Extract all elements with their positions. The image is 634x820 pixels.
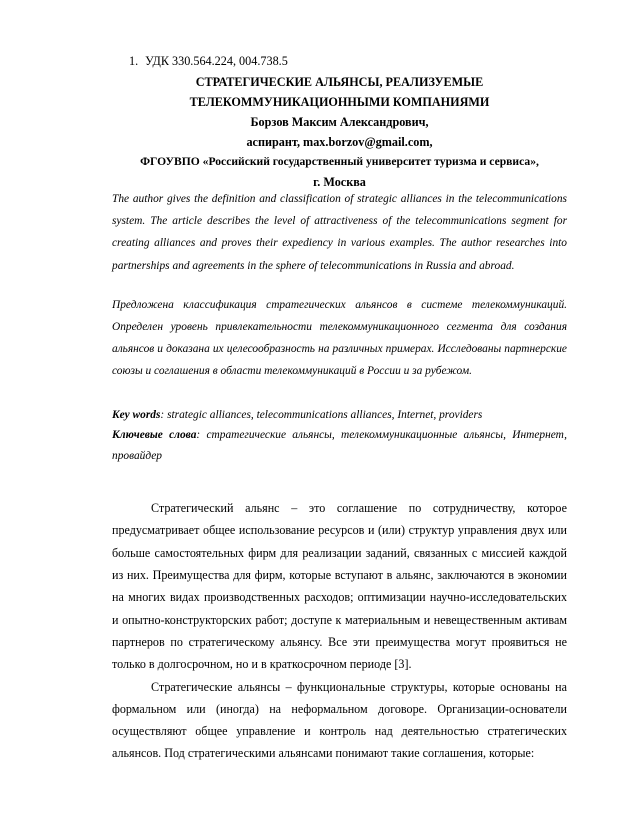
keywords-en-label: Key words	[112, 408, 161, 421]
udk-code: УДК 330.564.224, 004.738.5	[145, 54, 288, 68]
keywords-english	[112, 405, 567, 426]
author-name: Борзов Максим Александрович,	[250, 115, 429, 129]
document-page	[112, 54, 567, 765]
author-city: г. Москва	[313, 175, 366, 189]
author-block	[112, 112, 567, 152]
keywords-en-value: : strategic alliances, telecommunications alliances, Internet, providers	[160, 408, 483, 421]
title-line-1: СТРАТЕГИЧЕСКИЕ АЛЬЯНСЫ, РЕАЛИЗУЕМЫЕ	[195, 75, 484, 89]
body-paragraph-2: Стратегические альянсы – функциональные структуры, которые основаны на формальном или (иногда) на неформальном договоре. Организации-основатели осуществляют общее управление и контроль над деятельностью стратегических альянсов. Под стратегическими альянсами понимают такие соглашения, которые:	[112, 679, 567, 761]
keywords-ru-label: Ключевые слова	[112, 429, 197, 442]
body-paragraph-1: Стратегический альянс – это соглашение по сотрудничеству, которое предусматривает общее использование ресурсов и (или) структур управления двух или больше самостоятельных фирм для реализации заданий, связанных с миссией каждой из них. Преимущества для фирм, которые вступают в альянс, заключаются в экономии на многих видах производственных расходов; оптимизации научно-исследовательских и опытно-конструкторских работ; доступе к материальным и невещественным активам партнеров по стратегическому альянсу. Все эти преимущества могут проявиться не только в долгосрочном, но и в краткосрочном периоде [3].	[112, 501, 567, 672]
keywords-block	[112, 405, 567, 467]
abstract-english: The author gives the definition and classification of strategic alliances in the telecommunications system. The article describes the level of attractiveness of the telecommunications segment for creating alliances and proves their expediency in various examples. The author researches into partnerships and agreements in the sphere of telecommunications in Russia and abroad.	[112, 193, 567, 272]
article-body	[112, 497, 567, 765]
list-number: 1.	[129, 54, 139, 68]
title-line-2: ТЕЛЕКОММУНИКАЦИОННЫМИ КОМПАНИЯМИ	[189, 95, 490, 109]
author-position-email: аспирант, max.borzov@gmail.com,	[246, 135, 433, 149]
keywords-ru-value: : стратегические альянсы, телекоммуникационные альянсы, Интернет, провайдер	[112, 429, 567, 462]
article-title	[112, 72, 567, 112]
author-institution: ФГОУВПО «Российский государственный университет туризма и сервиса»,	[140, 155, 539, 168]
abstract-russian: Предложена классификация стратегических альянсов в системе телекоммуникаций. Определен уровень привлекательности телекоммуникационного сегмента для создания альянсов и доказана их целесообразность на различных примерах. Исследованы партнерские союзы и соглашения в области телекоммуникаций в России и за рубежом.	[112, 298, 567, 378]
udk-line	[129, 54, 567, 69]
keywords-russian	[112, 425, 567, 466]
